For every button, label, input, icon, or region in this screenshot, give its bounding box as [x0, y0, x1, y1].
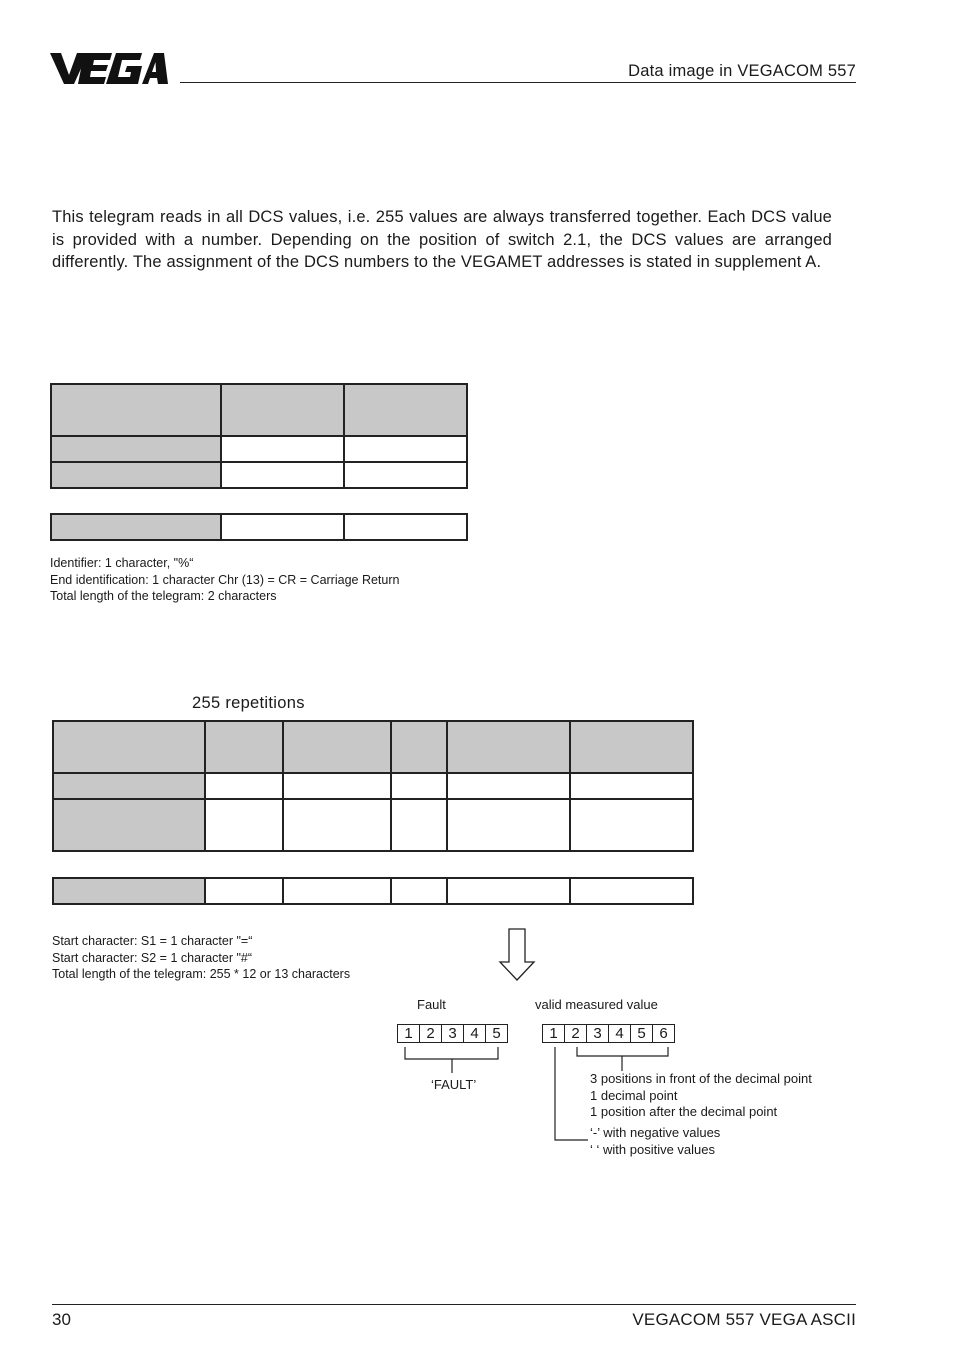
- digit-box: 3: [441, 1024, 464, 1043]
- section-title: Data image in VEGACOM 557: [628, 62, 856, 80]
- digit-box: 1: [542, 1024, 565, 1043]
- digit-box: 5: [630, 1024, 653, 1043]
- note-line: 3 positions in front of the decimal point: [590, 1071, 812, 1086]
- fault-text: ‘FAULT’: [431, 1077, 477, 1092]
- note-line: ‘ ‘ with positive values: [590, 1141, 715, 1157]
- digit-box: 1: [397, 1024, 420, 1043]
- repetitions-label: 255 repetitions: [192, 694, 305, 712]
- valid-value-label: valid measured value: [535, 997, 658, 1012]
- digit-box: 6: [652, 1024, 675, 1043]
- digit-box: 4: [463, 1024, 486, 1043]
- note-line: Identifier: 1 character, "%“: [50, 556, 194, 570]
- digit-box: 5: [485, 1024, 508, 1043]
- note-line: 1 decimal point: [590, 1087, 678, 1103]
- footer-rule: [52, 1304, 856, 1305]
- sign-notes: [590, 1125, 720, 1158]
- digit-box: 2: [419, 1024, 442, 1043]
- note-line: Start character: S1 = 1 character "=“: [52, 934, 253, 948]
- page-number: 30: [52, 1310, 71, 1329]
- note-line: End identification: 1 character Chr (13) = CR = Carriage Return: [50, 572, 400, 587]
- fault-label: Fault: [417, 997, 446, 1012]
- digit-notes: [590, 1071, 812, 1121]
- note-line: 1 position after the decimal point: [590, 1104, 778, 1120]
- note-line: Start character: S2 = 1 character "#“: [52, 950, 253, 965]
- note-line: ‘-’ with negative values: [590, 1125, 721, 1140]
- digit-box: 2: [564, 1024, 587, 1043]
- note-line: Total length of the telegram: 255 * 12 or 13 characters: [52, 967, 351, 982]
- digit-box: 4: [608, 1024, 631, 1043]
- intro-paragraph: This telegram reads in all DCS values, i.e. 255 values are always transferred together. Each DCS value is provided with a number. Depending on the position of switch 2.1, the DCS values are arranged differently. The assignment of the DCS numbers to the VEGAMET addresses is stated in supplement A.: [52, 208, 832, 271]
- footer-document-title: VEGACOM 557 VEGA ASCII: [632, 1310, 856, 1329]
- digit-box: 3: [586, 1024, 609, 1043]
- note-line: Total length of the telegram: 2 characters: [50, 589, 277, 604]
